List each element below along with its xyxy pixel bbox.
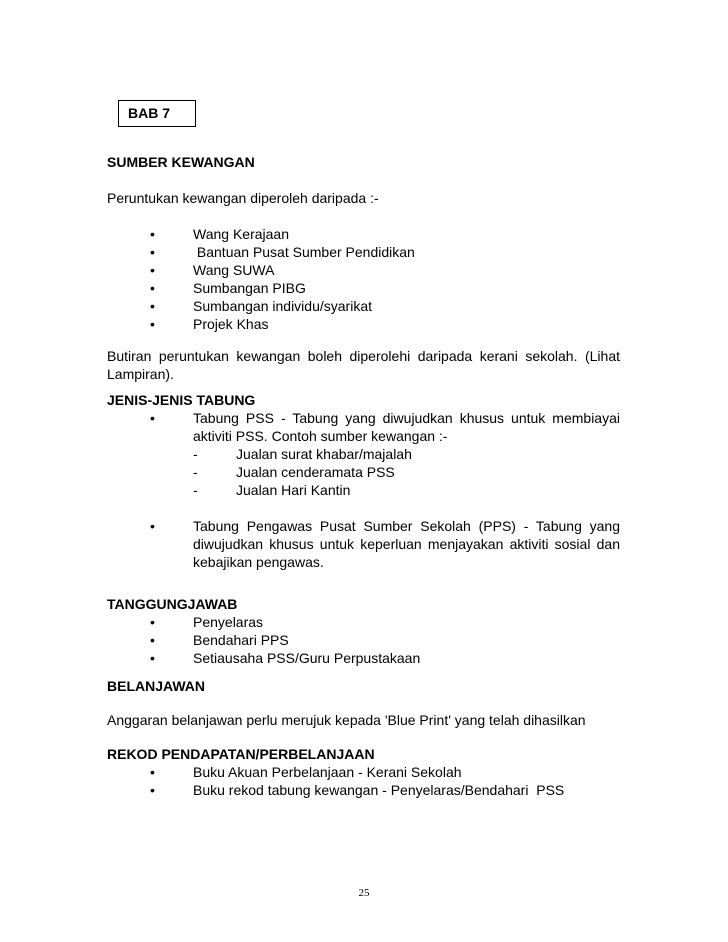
tanggungjawab-item: Penyelaras [193,614,264,630]
tabung-subitem: Jualan Hari Kantin [236,482,351,498]
section-heading-tanggungjawab: TANGGUNGJAWAB [107,596,238,612]
tabung-subitem: Jualan surat khabar/majalah [236,446,412,462]
chapter-label-box: BAB 7 [118,100,196,127]
bullet-icon: • [150,262,155,278]
section-heading-tabung: JENIS-JENIS TABUNG [107,392,256,408]
bullet-icon: • [150,518,155,534]
section-heading-belanjawan: BELANJAWAN [107,678,206,694]
bullet-icon: • [150,632,155,648]
sumber-item: Wang Kerajaan [193,226,289,242]
bullet-icon: • [150,614,155,630]
bullet-icon: • [150,280,155,296]
bullet-icon: • [150,298,155,314]
page-number: 25 [358,887,370,899]
dash-marker: - [193,446,198,462]
section-heading-sumber: SUMBER KEWANGAN [107,154,255,170]
bullet-icon: • [150,650,155,666]
bullet-icon: • [150,410,155,426]
sumber-intro: Peruntukan kewangan diperoleh daripada :- [107,190,379,206]
rekod-item: Buku rekod tabung kewangan - Penyelaras/Bendahari PSS [193,782,565,798]
tabung-subitem: Jualan cenderamata PSS [236,464,395,480]
sumber-item: Sumbangan PIBG [193,280,306,296]
tabung-item-pss: Tabung PSS - Tabung yang diwujudkan khusus untuk membiayai aktiviti PSS. Contoh sumber kewangan :- [193,410,620,444]
dash-marker: - [193,482,198,498]
sumber-item: Bantuan Pusat Sumber Pendidikan [193,244,415,260]
bullet-icon: • [150,226,155,242]
tanggungjawab-item: Setiausaha PSS/Guru Perpustakaan [193,650,421,666]
tabung-item-pps: Tabung Pengawas Pusat Sumber Sekolah (PPS) - Tabung yang diwujudkan khusus untuk keperluan menjayakan aktiviti sosial dan kebajikan pengawas. [193,518,620,570]
section-heading-rekod: REKOD PENDAPATAN/PERBELANJAAN [107,746,375,762]
sumber-note: Butiran peruntukan kewangan boleh diperolehi daripada kerani sekolah. (Lihat Lampiran). [107,348,620,382]
tanggungjawab-item: Bendahari PPS [193,632,289,648]
bullet-icon: • [150,764,155,780]
belanjawan-text: Anggaran belanjawan perlu merujuk kepada 'Blue Print' yang telah dihasilkan [107,712,586,728]
sumber-item: Projek Khas [193,316,269,332]
dash-marker: - [193,464,198,480]
bullet-icon: • [150,316,155,332]
bullet-icon: • [150,244,155,260]
sumber-item: Wang SUWA [193,262,275,278]
rekod-item: Buku Akuan Perbelanjaan - Kerani Sekolah [193,764,462,780]
bullet-icon: • [150,782,155,798]
sumber-item: Sumbangan individu/syarikat [193,298,372,314]
